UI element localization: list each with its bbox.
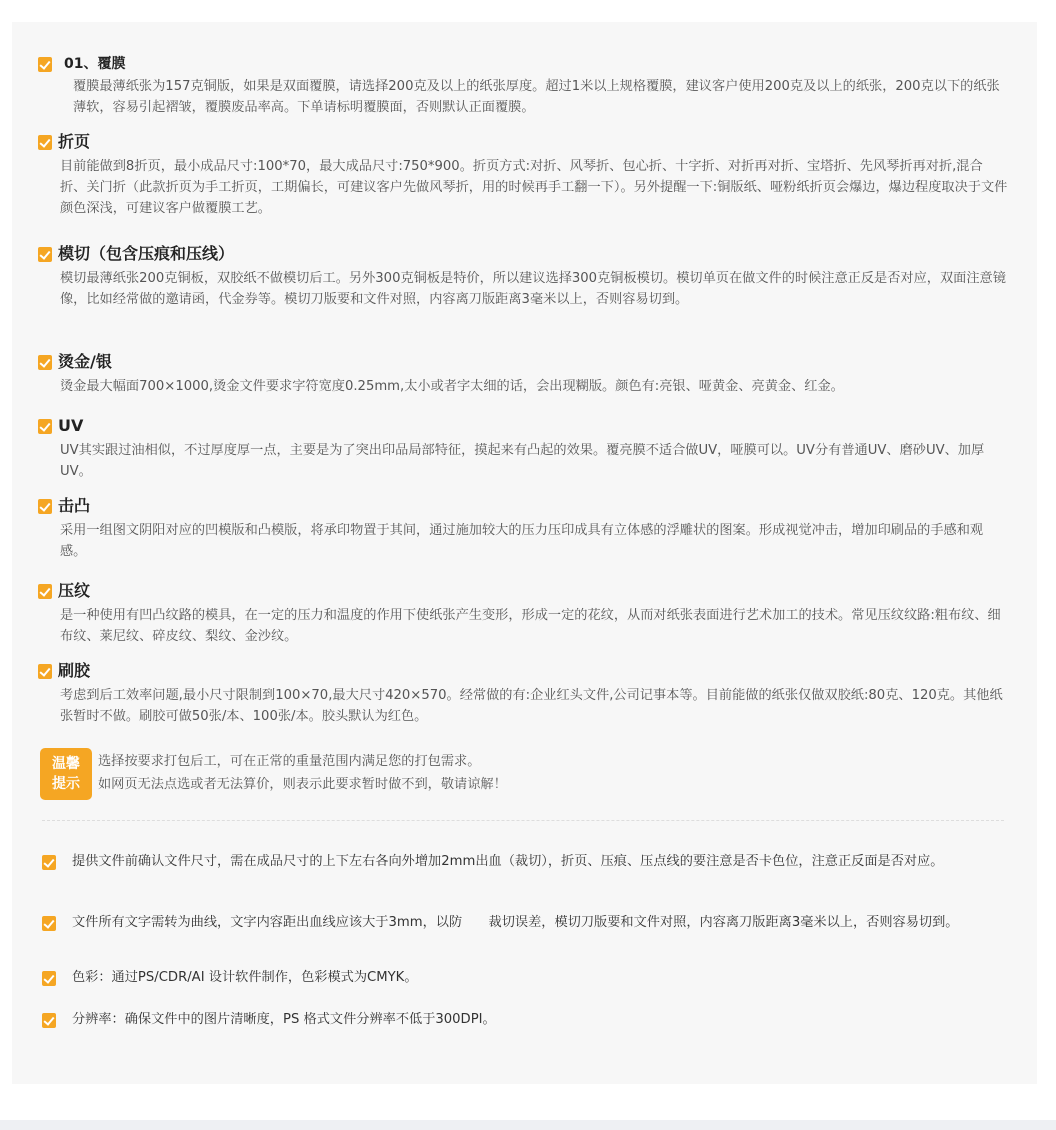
section-glue-binding: [38, 661, 1008, 727]
file-note: [42, 1010, 1004, 1029]
checkbox-icon: [38, 499, 52, 514]
section-title: 折页: [58, 132, 91, 151]
section-folding: [38, 132, 1008, 219]
section-body: 采用一组图文阴阳对应的凹模版和凸模版，将承印物置于其间，通过施加较大的压力压印成具有立体感的浮雕状的图案。形成视觉冲击，增加印刷品的手感和观感。: [60, 523, 984, 559]
checkbox-icon: [38, 57, 52, 72]
note-text: 文件所有文字需转为曲线，文字内容距出血线应该大于3mm，以防 裁切误差，模切刀版要和文件对照，内容离刀版距离3毫米以上，否则容易切到。: [72, 915, 959, 930]
section-title: 01、覆膜: [64, 56, 126, 72]
section-embossing: [38, 496, 1008, 562]
section-title: 击凸: [58, 496, 91, 515]
file-note: [42, 913, 1004, 932]
checkbox-icon: [42, 916, 56, 931]
section-title-row: [38, 661, 1008, 681]
section-title-row: [38, 496, 1008, 516]
section-uv: [38, 416, 1008, 482]
section-body: 烫金最大幅面700×1000,烫金文件要求字符宽度0.25mm,太小或者字太细的话，会出现糊版。颜色有:亮银、哑黄金、亮黄金、红金。: [60, 379, 844, 394]
tip-badge-line: 温馨: [52, 756, 80, 772]
checkbox-icon: [38, 355, 52, 370]
checkbox-icon: [38, 584, 52, 599]
tip-badge-line: 提示: [52, 776, 80, 792]
section-title: UV: [58, 416, 84, 435]
tip-text: [98, 750, 507, 796]
checkbox-icon: [42, 971, 56, 986]
note-text: 色彩：通过PS/CDR/AI 设计软件制作，色彩模式为CMYK。: [72, 970, 418, 985]
section-title-row: [38, 244, 1008, 264]
section-title-row: [38, 416, 1008, 436]
tip-line: 如网页无法点选或者无法算价，则表示此要求暂时做不到，敬请谅解！: [98, 777, 507, 792]
section-body: 覆膜最薄纸张为157克铜版，如果是双面覆膜，请选择200克及以上的纸张厚度。超过1米以上规格覆膜，建议客户使用200克及以上的纸张，200克以下的纸张薄软，容易引起褶皱，覆膜废品率高。下单请标明覆膜面，否则默认正面覆膜。: [73, 79, 1000, 115]
checkbox-icon: [42, 855, 56, 870]
section-die-cutting: [38, 244, 1008, 310]
section-body: 模切最薄纸张200克铜板，双胶纸不做模切后工。另外300克铜板是特价，所以建议选择300克铜板模切。模切单页在做文件的时候注意正反是否对应，双面注意镜像，比如经常做的邀请函，代金券等。模切刀版要和文件对照，内容离刀版距离3毫米以上，否则容易切到。: [60, 271, 1006, 307]
section-body: UV其实跟过油相似，不过厚度厚一点，主要是为了突出印品局部特征，摸起来有凸起的效果。覆亮膜不适合做UV，哑膜可以。UV分有普通UV、磨砂UV、加厚UV。: [60, 443, 985, 479]
note-text: 分辨率：确保文件中的图片清晰度，PS 格式文件分辨率不低于300DPI。: [72, 1012, 496, 1027]
tip-badge: [40, 748, 92, 800]
warm-tip: [40, 748, 1000, 802]
file-note: [42, 968, 1004, 987]
section-title-row: [38, 54, 1008, 74]
section-title: 刷胶: [58, 661, 91, 680]
dashed-divider: [42, 820, 1004, 821]
section-body: 目前能做到8折页，最小成品尺寸:100*70，最大成品尺寸:750*900。折页方式:对折、风琴折、包心折、十字折、对折再对折、宝塔折、先风琴折再对折,混合折、关门折（此款折页为手工折页，工期偏长，可建议客户先做风琴折，用的时候再手工翻一下）。另外提醒一下:铜版纸、哑粉纸折页会爆边，爆边程度取决于文件颜色深浅，可建议客户做覆膜工艺。: [60, 159, 1008, 216]
section-title: 烫金/银: [58, 352, 112, 371]
section-hot-stamping: [38, 352, 1008, 397]
section-title: 压纹: [58, 581, 91, 600]
section-body: 考虑到后工效率问题,最小尺寸限制到100×70,最大尺寸420×570。经常做的有:企业红头文件,公司记事本等。目前能做的纸张仅做双胶纸:80克、120克。其他纸张暂时不做。刷胶可做50张/本、100张/本。胶头默认为红色。: [60, 688, 1003, 724]
section-laminating: [38, 54, 1008, 118]
section-title: 模切（包含压痕和压线）: [58, 244, 235, 263]
checkbox-icon: [38, 135, 52, 150]
section-body: 是一种使用有凹凸纹路的模具，在一定的压力和温度的作用下使纸张产生变形，形成一定的花纹，从而对纸张表面进行艺术加工的技术。常见压纹纹路:粗布纹、细布纹、莱尼纹、碎皮纹、梨纹、金沙纹。: [60, 608, 1001, 644]
section-title-row: [38, 581, 1008, 601]
tip-line: 选择按要求打包后工，可在正常的重量范围内满足您的打包需求。: [98, 754, 481, 769]
checkbox-icon: [38, 419, 52, 434]
note-text: 提供文件前确认文件尺寸，需在成品尺寸的上下左右各向外增加2mm出血（裁切），折页、压痕、压点线的要注意是否卡色位，注意正反面是否对应。: [72, 854, 944, 869]
checkbox-icon: [38, 247, 52, 262]
section-title-row: [38, 132, 1008, 152]
file-note: [42, 852, 1004, 871]
bottom-strip: [0, 1120, 1056, 1130]
section-texture-press: [38, 581, 1008, 647]
checkbox-icon: [38, 664, 52, 679]
checkbox-icon: [42, 1013, 56, 1028]
section-title-row: [38, 352, 1008, 372]
